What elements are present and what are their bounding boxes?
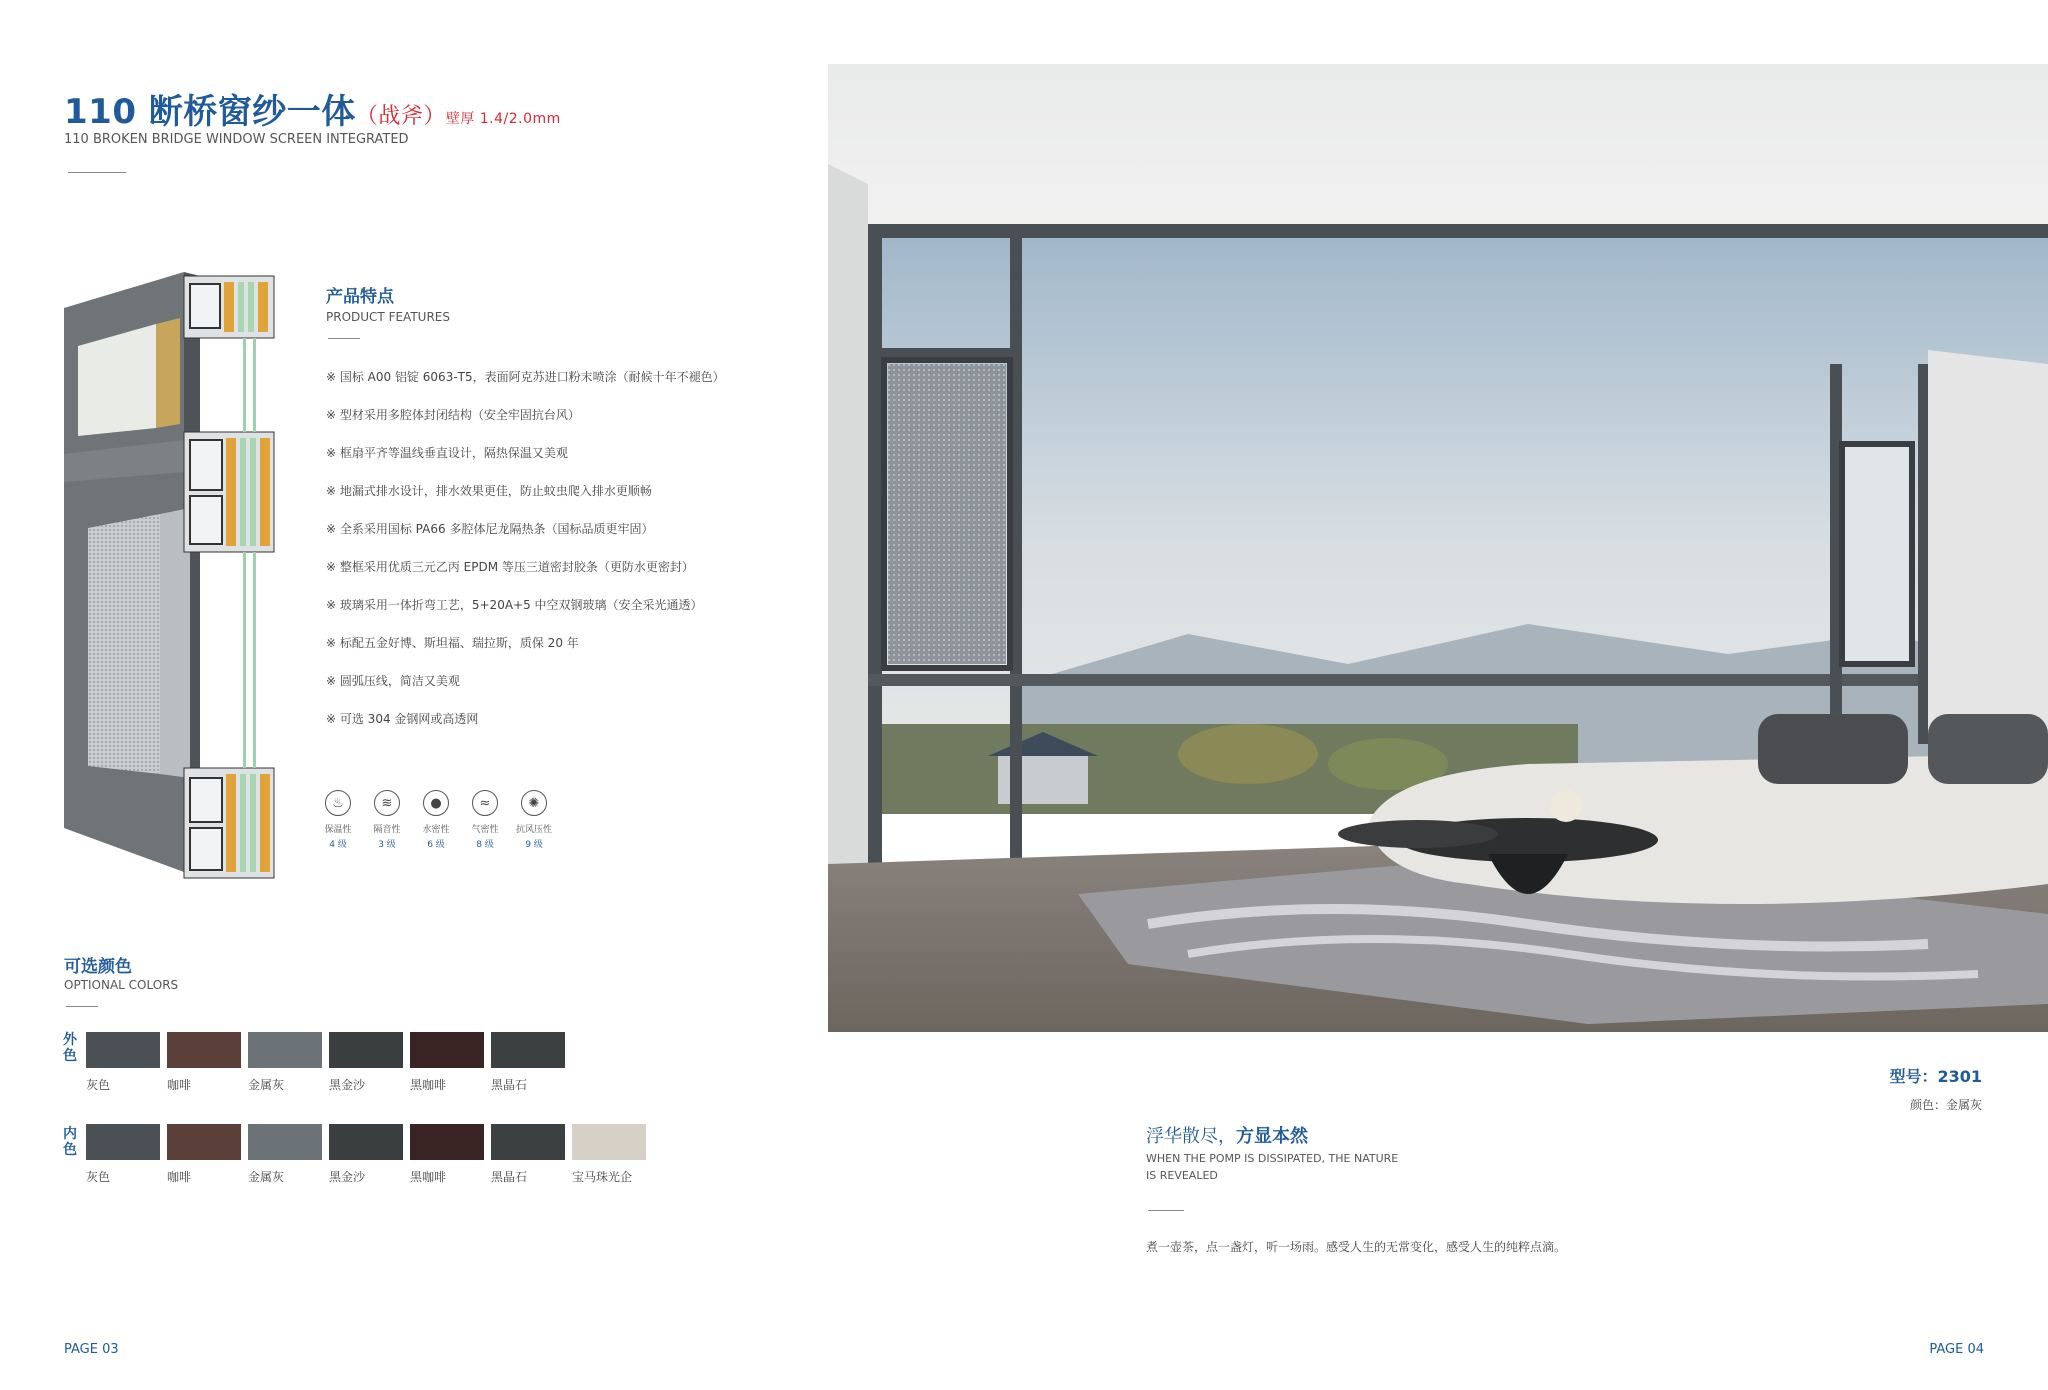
model-color: 颜色：金属灰 — [1909, 1098, 1982, 1112]
colors-divider — [66, 1006, 98, 1007]
color-swatch — [167, 1032, 241, 1068]
color-swatch — [410, 1032, 484, 1068]
title-wall-thickness: 壁厚 1.4/2.0mm — [445, 111, 561, 127]
inner-color-label: 内色 — [63, 1126, 77, 1158]
window-profile-illustration — [60, 268, 290, 888]
slogan-en-line1: WHEN THE POMP IS DISSIPATED, THE NATURE — [1146, 1152, 1399, 1165]
title-divider — [68, 172, 126, 173]
color-swatch — [248, 1124, 322, 1160]
perf-label: 隔音性 — [373, 825, 401, 835]
feature-item: ※ 型材采用多腔体封闭结构（安全牢固抗台风） — [326, 408, 580, 422]
color-swatch — [329, 1124, 403, 1160]
color-swatch-label: 黑咖啡 — [410, 1170, 447, 1184]
slogan-en-line2: IS REVEALED — [1146, 1169, 1218, 1182]
wind-pressure-icon: ✺ — [521, 790, 547, 816]
perf-value: 3 级 — [378, 840, 396, 850]
features-divider — [328, 338, 360, 339]
feature-item: ※ 可选 304 金钢网或高透网 — [326, 712, 479, 726]
feature-item: ※ 地漏式排水设计，排水效果更佳，防止蚊虫爬入排水更顺畅 — [326, 484, 652, 498]
color-swatch — [167, 1124, 241, 1160]
color-swatch-label: 黑咖啡 — [410, 1078, 447, 1092]
color-swatch — [86, 1124, 160, 1160]
color-swatch-label: 金属灰 — [248, 1170, 285, 1184]
perf-value: 9 级 — [525, 840, 543, 850]
colors-title-en: OPTIONAL COLORS — [64, 978, 179, 992]
sound-wave-icon: ≋ — [374, 790, 400, 816]
color-swatch-label: 咖啡 — [167, 1078, 192, 1092]
color-swatch — [491, 1124, 565, 1160]
perf-wind — [514, 790, 554, 850]
water-drop-icon: ● — [423, 790, 449, 816]
features-title: 产品特点 — [326, 287, 394, 307]
subtitle-en: 110 BROKEN BRIDGE WINDOW SCREEN INTEGRATED — [64, 132, 409, 147]
thermometer-icon: ♨ — [325, 790, 351, 816]
slogan-quote: 煮一壶茶，点一盏灯，听一场雨。感受人生的无常变化，感受人生的纯粹点滴。 — [1146, 1240, 1567, 1254]
perf-insulation — [318, 790, 358, 850]
color-swatch-label: 黑金沙 — [329, 1170, 366, 1184]
feature-item: ※ 国标 A00 铝锭 6063-T5，表面阿克苏进口粉末喷涂（耐候十年不褪色） — [326, 370, 725, 384]
color-swatch-label: 咖啡 — [167, 1170, 192, 1184]
color-swatch — [86, 1032, 160, 1068]
outer-color-label: 外色 — [63, 1032, 77, 1064]
perf-label: 气密性 — [471, 825, 499, 835]
color-swatch — [410, 1124, 484, 1160]
color-swatch-label: 灰色 — [86, 1078, 111, 1092]
perf-label: 水密性 — [422, 825, 450, 835]
colors-title: 可选颜色 — [64, 957, 132, 977]
page-title — [64, 84, 561, 133]
living-room-photo — [828, 64, 2048, 1032]
color-swatch-label: 黑金沙 — [329, 1078, 366, 1092]
color-swatch — [491, 1032, 565, 1068]
model-number: 型号：2301 — [1889, 1067, 1982, 1086]
color-swatch — [248, 1032, 322, 1068]
perf-sound — [367, 790, 407, 850]
perf-value: 8 级 — [476, 840, 494, 850]
feature-item: ※ 框扇平齐等温线垂直设计，隔热保温又美观 — [326, 446, 568, 460]
color-swatch — [329, 1032, 403, 1068]
perf-label: 保温性 — [324, 825, 352, 835]
feature-item: ※ 整框采用优质三元乙丙 EPDM 等压三道密封胶条（更防水更密封） — [326, 560, 694, 574]
feature-item: ※ 玻璃采用一体折弯工艺，5+20A+5 中空双钢玻璃（安全采光通透） — [326, 598, 703, 612]
page-number-right: PAGE 04 — [1929, 1342, 1984, 1357]
color-swatch-label: 黑晶石 — [491, 1170, 528, 1184]
color-swatch-label: 宝马珠光企 — [572, 1170, 633, 1184]
slogan-part1: 浮华散尽， — [1146, 1126, 1236, 1147]
slogan-divider — [1148, 1210, 1184, 1211]
color-swatch-label: 黑晶石 — [491, 1078, 528, 1092]
title-main: 110 断桥窗纱一体 — [64, 92, 356, 132]
color-swatch-label: 灰色 — [86, 1170, 111, 1184]
perf-water — [416, 790, 456, 850]
features-title-en: PRODUCT FEATURES — [326, 310, 450, 324]
color-swatch-label: 金属灰 — [248, 1078, 285, 1092]
perf-air — [465, 790, 505, 850]
air-flow-icon: ≈ — [472, 790, 498, 816]
feature-item: ※ 标配五金好博、斯坦福、瑞拉斯，质保 20 年 — [326, 636, 579, 650]
slogan-part2: 方显本然 — [1236, 1126, 1308, 1147]
perf-label: 抗风压性 — [515, 825, 552, 835]
feature-item: ※ 圆弧压线，简洁又美观 — [326, 674, 460, 688]
title-paren: （战斧） — [355, 104, 446, 129]
page-number-left: PAGE 03 — [64, 1342, 119, 1357]
slogan — [1146, 1122, 1308, 1148]
perf-value: 6 级 — [427, 840, 445, 850]
color-swatch — [572, 1124, 646, 1160]
feature-item: ※ 全系采用国标 PA66 多腔体尼龙隔热条（国标品质更牢固） — [326, 522, 654, 536]
perf-value: 4 级 — [329, 840, 347, 850]
